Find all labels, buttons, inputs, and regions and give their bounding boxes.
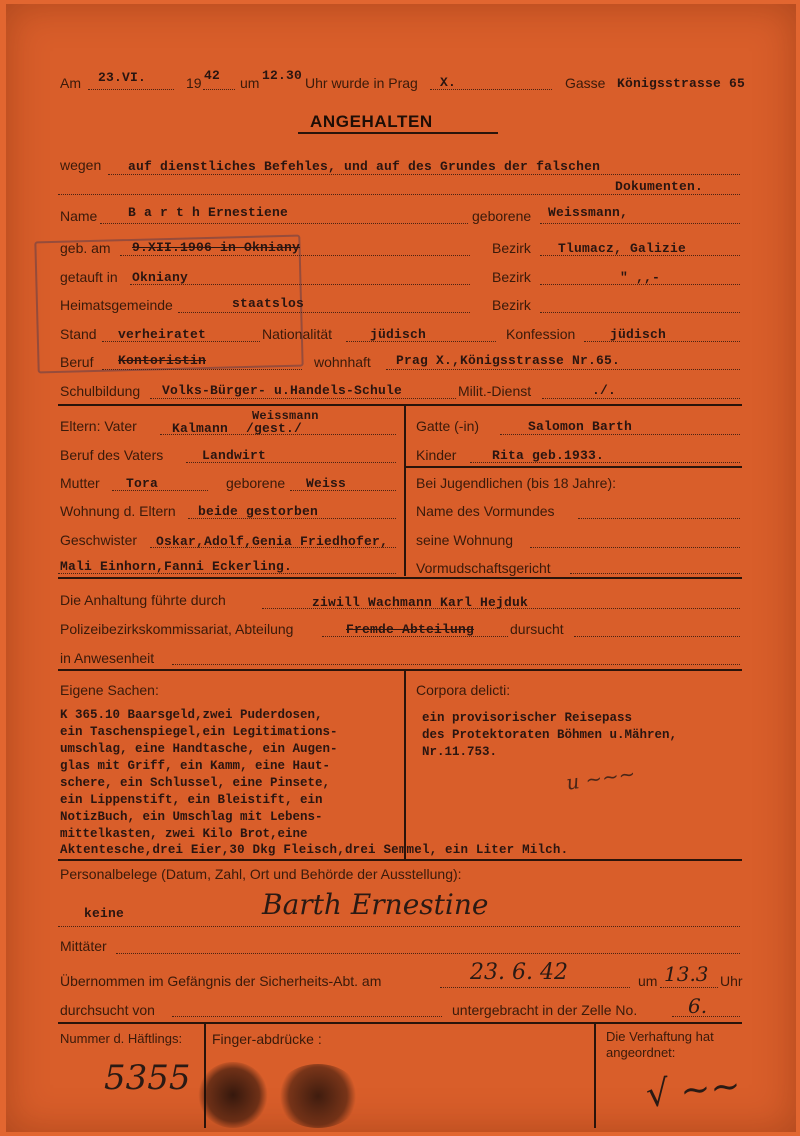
polizei-label: Polizeibezirkskommissariat, Abteilung	[60, 621, 294, 637]
sachen-last-line: Aktentesche,drei Eier,30 Dkg Fleisch,drei Semmel, ein Liter Milch.	[60, 843, 569, 857]
zelle-label: untergebracht in der Zelle No.	[452, 1002, 638, 1018]
sachen-list	[60, 707, 338, 843]
wegen-line2: Dokumenten.	[615, 179, 704, 194]
vater-note-bottom: /gest./	[246, 421, 303, 436]
verhaftung-signature: √ ~~	[644, 1065, 743, 1116]
stand-label: Stand	[60, 326, 97, 342]
wegen-line1: auf dienstliches Befehles, und auf des Grundes der falschen	[128, 159, 601, 174]
corpora-label: Corpora delicti:	[416, 682, 511, 698]
verhaftung-label: Die Verhaftung hat angeordnet:	[606, 1029, 714, 1060]
documents-value: keine	[84, 906, 125, 921]
geb-am-value: 9.XII.1906 in Okniany	[132, 240, 301, 255]
dursucht-label: dursucht	[510, 621, 564, 637]
kinder-value: Rita geb.1933.	[492, 448, 605, 463]
gatte-value: Salomon Barth	[528, 419, 633, 434]
getauft-value: Okniany	[132, 270, 189, 285]
bezirk-label-1: Bezirk	[492, 240, 531, 256]
vater-note-top: Weissmann	[252, 409, 319, 423]
um-label: um	[240, 75, 260, 91]
fingerprint-1	[198, 1062, 268, 1128]
ubernommen-date: 23. 6. 42	[470, 960, 568, 985]
geschwister-line2: Mali Einhorn,Fanni Eckerling.	[60, 559, 293, 574]
corpora-line: des Protektoraten Böhmen u.Mähren,	[422, 728, 678, 742]
documents-label: Personalbelege (Datum, Zahl, Ort und Behörde der Ausstellung):	[60, 866, 462, 882]
bezirk-label-2: Bezirk	[492, 269, 531, 285]
year-suffix: 42	[204, 68, 221, 83]
sachen-label: Eigene Sachen:	[60, 682, 159, 698]
jugend-label: Bei Jugendlichen (bis 18 Jahre):	[416, 475, 617, 491]
signature: Barth Ernestine	[262, 888, 489, 921]
sachen-line: ein Lippenstift, ein Bleistift, ein	[60, 793, 323, 807]
heimat-value: staatslos	[232, 296, 305, 311]
beruf-label: Beruf	[60, 354, 94, 370]
ubernommen-label: Übernommen im Gefängnis der Sicherheits-Abt. am	[60, 973, 382, 989]
geborene-value: Weissmann,	[548, 205, 629, 220]
intake-uhr-label: Uhr	[720, 973, 743, 989]
wohnung-eltern-label: Wohnung d. Eltern	[60, 503, 176, 519]
durch-label: Die Anhaltung führte durch	[60, 592, 226, 608]
kinder-label: Kinder	[416, 447, 457, 463]
geborene-label: geborene	[472, 208, 532, 224]
fingerprint-2	[276, 1064, 360, 1128]
milit-value: ./.	[592, 383, 617, 398]
mutter-geb-label: geborene	[226, 475, 286, 491]
wohnung-eltern-value: beide gestorben	[198, 504, 319, 519]
durchsucht-von-label: durchsucht von	[60, 1002, 155, 1018]
finger-label: Finger-abdrücke :	[212, 1031, 322, 1047]
geschwister-line1: Oskar,Adolf,Genia Friedhofer,	[156, 534, 389, 549]
konfession-label: Konfession	[506, 326, 576, 342]
street: Königsstrasse 65	[617, 76, 746, 91]
vater-value: Kalmann	[172, 421, 229, 436]
heimat-label: Heimatsgemeinde	[60, 297, 173, 313]
anwesenheit-label: in Anwesenheit	[60, 650, 155, 666]
form-title: ANGEHALTEN	[310, 112, 433, 131]
mutter-value: Tora	[126, 476, 159, 491]
nationalitat-label: Nationalität	[262, 326, 333, 342]
beruf-vater-value: Landwirt	[202, 448, 267, 463]
schulbildung-value: Volks-Bürger- u.Handels-Schule	[162, 383, 403, 398]
district: X.	[440, 75, 457, 90]
konfession-value: jüdisch	[610, 327, 667, 342]
seine-wohnung-label: seine Wohnung	[416, 532, 514, 548]
arrest-time: 12.30	[262, 68, 303, 83]
wohnhaft-value: Prag X.,Königsstrasse Nr.65.	[396, 353, 621, 368]
durch-value: ziwill Wachmann Karl Hejduk	[312, 595, 529, 610]
nationalitat-value: jüdisch	[370, 327, 427, 342]
milit-label: Milit.-Dienst	[458, 383, 532, 399]
am-label: Am	[60, 75, 81, 91]
stand-value: verheiratet	[118, 327, 207, 342]
vater-label: Eltern: Vater	[60, 418, 137, 434]
bezirk-value-1: Tlumacz, Galizie	[558, 241, 687, 256]
year-prefix: 19	[186, 75, 202, 91]
geb-am-label: geb. am	[60, 240, 111, 256]
wegen-label: wegen	[60, 157, 102, 173]
mutter-geb-value: Weiss	[306, 476, 347, 491]
nummer-value: 5355	[104, 1058, 191, 1098]
gasse-label: Gasse	[565, 75, 606, 91]
corpora-line: ein provisorischer Reisepass	[422, 711, 633, 725]
sachen-line: ein Taschenspiegel,ein Legitimations-	[60, 725, 338, 739]
corpora-scribble: u ~~~	[564, 761, 637, 795]
zelle-value: 6.	[688, 994, 708, 1018]
corpora-line: Nr.11.753.	[422, 745, 498, 759]
mutter-label: Mutter	[60, 475, 100, 491]
sachen-line: NotizBuch, ein Umschlag mit Lebens-	[60, 810, 323, 824]
gericht-label: Vormudschaftsgericht	[416, 560, 551, 576]
sachen-line: K 365.10 Baarsgeld,zwei Puderdosen,	[60, 708, 323, 722]
name-value: B a r t h Ernestiene	[128, 205, 289, 220]
abteilung-value: Fremde Abteilung	[346, 622, 475, 637]
nummer-label: Nummer d. Häftlings:	[60, 1031, 183, 1046]
bezirk-value-2: " ,,-	[620, 270, 661, 285]
corpora-list	[422, 710, 677, 761]
sachen-line: glas mit Griff, ein Kamm, eine Haut-	[60, 759, 331, 773]
vormund-label: Name des Vormundes	[416, 503, 555, 519]
intake-um-label: um	[638, 973, 658, 989]
uhr-label: Uhr wurde in Prag	[305, 75, 418, 91]
name-label: Name	[60, 208, 98, 224]
beruf-vater-label: Beruf des Vaters	[60, 447, 164, 463]
sachen-line: schere, ein Schlussel, eine Pinsete,	[60, 776, 331, 790]
beruf-value: Kontoristin	[118, 353, 207, 368]
wohnhaft-label: wohnhaft	[314, 354, 371, 370]
sachen-line: mittelkasten, zwei Kilo Brot,eine	[60, 827, 308, 841]
gatte-label: Gatte (-in)	[416, 418, 480, 434]
sachen-line: umschlag, eine Handtasche, ein Augen-	[60, 742, 338, 756]
bezirk-label-3: Bezirk	[492, 297, 531, 313]
geschwister-label: Geschwister	[60, 532, 138, 548]
arrest-date: 23.VI.	[98, 70, 147, 85]
getauft-label: getauft in	[60, 269, 118, 285]
intake-time: 13.3	[664, 962, 709, 986]
mittater-label: Mittäter	[60, 938, 107, 954]
schulbildung-label: Schulbildung	[60, 383, 141, 399]
